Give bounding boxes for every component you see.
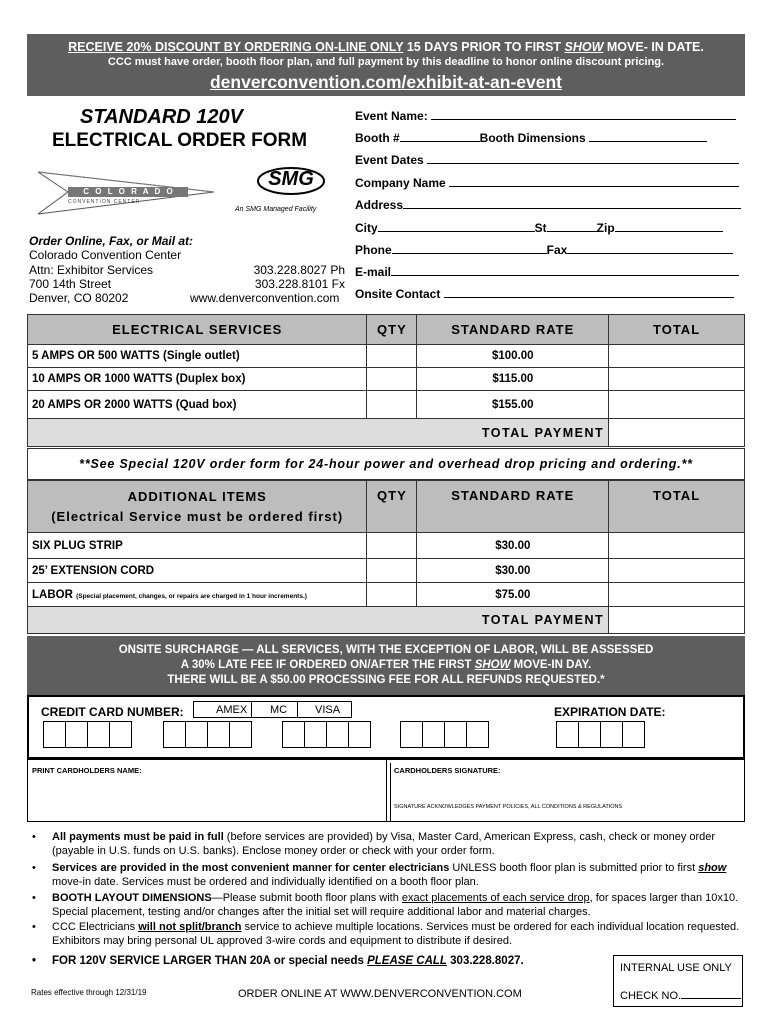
surcharge-line2: A 30% LATE FEE IF ORDERED ON/AFTER THE FIRST <box>180 659 475 671</box>
fax-label: Fax <box>546 243 568 257</box>
bullet4-emphasis: will not split/branch <box>138 921 242 933</box>
expiration-digits[interactable] <box>556 721 644 748</box>
company-field[interactable] <box>355 175 739 190</box>
bullet-icon: • <box>32 921 36 933</box>
bullet3-text: —Please submit booth floor plans with <box>211 892 402 904</box>
surcharge-line3: THERE WILL BE A $50.00 PROCESSING FEE FOR ALL REFUNDS REQUESTED.* <box>167 674 605 686</box>
venue-fax: 303.228.8101 Fx <box>254 277 345 291</box>
company-label: Company Name <box>355 176 446 190</box>
service-item: 5 AMPS OR 500 WATTS (Single outlet) <box>28 345 367 368</box>
venue-city: Denver, CO 80202 <box>29 291 129 305</box>
booth-layout-bullet <box>32 891 747 919</box>
total-header: TOTAL <box>609 481 745 533</box>
booth-label: Booth # <box>355 131 400 145</box>
bullet3-rest: , for spaces larger than 10x10. Special placement, testing and/or changes after the initial set will require additional labor and material charges. <box>52 892 739 918</box>
discount-days: 15 DAYS PRIOR TO FIRST <box>403 40 565 54</box>
additional-rate: $75.00 <box>417 583 609 607</box>
total-input[interactable] <box>609 583 745 607</box>
additional-header <box>28 481 367 533</box>
payment-policy-bullet <box>32 830 747 858</box>
card-digits-group-2[interactable] <box>163 721 251 748</box>
smg-logo-text: SMG <box>268 168 314 190</box>
order-online-footer[interactable]: ORDER ONLINE AT WWW.DENVERCONVENTION.COM <box>238 988 522 1000</box>
amex-label: AMEX <box>216 704 248 716</box>
discount-show: SHOW <box>564 40 604 54</box>
additional-item <box>28 583 367 607</box>
service-placement-bullet <box>32 861 747 889</box>
surcharge-banner <box>27 636 745 695</box>
email-label: E-mail <box>355 265 392 279</box>
onsite-contact-label: Onsite Contact <box>355 287 441 301</box>
credit-card-section <box>27 695 745 759</box>
split-service-bullet <box>32 920 747 948</box>
total-payment-label: TOTAL PAYMENT <box>28 607 609 634</box>
city-label: City <box>355 221 378 235</box>
total-header: TOTAL <box>609 315 745 345</box>
service-rate: $115.00 <box>417 368 609 391</box>
call-bullet <box>32 954 607 968</box>
rate-header: STANDARD RATE <box>417 481 609 533</box>
exhibit-link[interactable]: denverconvention.com/exhibit-at-an-event <box>209 72 562 92</box>
table-row <box>28 583 745 607</box>
visa-label: VISA <box>315 704 341 716</box>
bullet-icon: • <box>32 831 36 843</box>
event-name-label: Event Name: <box>355 109 428 123</box>
event-dates-label: Event Dates <box>355 153 424 167</box>
mc-label: MC <box>270 704 288 716</box>
service-item: 10 AMPS OR 1000 WATTS (Duplex box) <box>28 368 367 391</box>
total-input[interactable] <box>609 559 745 583</box>
onsite-contact-field[interactable] <box>355 286 734 301</box>
bullet5-text: FOR 120V SERVICE LARGER THAN 20A or special needs <box>52 955 368 967</box>
form-subtitle: ELECTRICAL ORDER FORM <box>52 130 308 151</box>
services-header: ELECTRICAL SERVICES <box>28 315 367 345</box>
bullet5-number[interactable]: 303.228.8027. <box>446 955 524 967</box>
total-payment-input[interactable] <box>609 607 745 634</box>
service-rate: $100.00 <box>417 345 609 368</box>
surcharge-line1: ONSITE SURCHARGE — ALL SERVICES, WITH THE EXCEPTION OF LABOR, WILL BE ASSESSED <box>118 644 654 656</box>
visa-checkbox[interactable] <box>297 701 352 718</box>
expiration-label: EXPIRATION DATE: <box>554 705 666 719</box>
bullet2-text: UNLESS booth floor plan is submitted prior to first <box>449 862 699 874</box>
colorado-logo-text: C O L O R A D O <box>83 187 175 196</box>
rates-effective: Rates effective through 12/31/19 <box>31 988 147 997</box>
phone-fax-field[interactable] <box>355 242 733 257</box>
total-input[interactable] <box>609 345 745 368</box>
event-name-field[interactable] <box>355 108 736 123</box>
bullet2-rest: move-in date. Services must be ordered and individually identified on a booth floor plan. <box>52 876 479 888</box>
check-number-field[interactable] <box>620 987 741 1002</box>
divider <box>386 760 387 821</box>
qty-input[interactable] <box>367 533 417 559</box>
discount-banner <box>27 34 745 96</box>
qty-input[interactable] <box>367 391 417 419</box>
additional-header-title: ADDITIONAL ITEMS <box>127 488 267 504</box>
total-input[interactable] <box>609 391 745 419</box>
address-label: Address <box>355 198 404 212</box>
booth-dimensions-label: Booth Dimensions <box>479 131 586 145</box>
additional-header-note: (Electrical Service must be ordered first) <box>51 508 344 524</box>
rate-header: STANDARD RATE <box>417 315 609 345</box>
email-field[interactable] <box>355 264 739 279</box>
bullet4-text: CCC Electricians <box>52 921 139 933</box>
form-title: STANDARD 120V <box>80 106 243 128</box>
table-row <box>28 345 745 368</box>
card-digits-group-1[interactable] <box>43 721 131 748</box>
venue-phone: 303.228.8027 Ph <box>253 263 345 277</box>
venue-name: Colorado Convention Center <box>29 248 182 262</box>
address-field[interactable] <box>355 197 741 212</box>
smg-logo <box>256 166 326 196</box>
special-order-note: **See Special 120V order form for 24-hour power and overhead drop pricing and ordering.** <box>27 448 745 480</box>
qty-input[interactable] <box>367 345 417 368</box>
total-input[interactable] <box>609 368 745 391</box>
total-input[interactable] <box>609 533 745 559</box>
phone-label: Phone <box>355 243 392 257</box>
smg-tagline: An SMG Managed Facility <box>235 206 317 213</box>
additional-items-table <box>27 480 745 634</box>
bullet3-underline: exact placements of each service drop <box>401 892 590 904</box>
bullet-icon: • <box>32 862 36 874</box>
event-dates-field[interactable] <box>355 152 739 167</box>
discount-move-in: MOVE- IN DATE. <box>603 40 704 54</box>
internal-use-box <box>613 955 743 1007</box>
service-rate: $155.00 <box>417 391 609 419</box>
print-name-input[interactable] <box>32 778 382 818</box>
venue-website[interactable]: www.denverconvention.com <box>190 291 340 305</box>
check-number-label: CHECK NO. <box>620 990 682 1002</box>
qty-input[interactable] <box>367 583 417 607</box>
booth-field[interactable] <box>355 130 707 145</box>
qty-header: QTY <box>367 315 417 345</box>
signature-input[interactable] <box>394 778 734 802</box>
cardholder-section <box>27 759 745 822</box>
qty-header: QTY <box>367 481 417 533</box>
bullet-icon: • <box>32 892 36 904</box>
total-payment-label: TOTAL PAYMENT <box>28 419 609 447</box>
print-name-label: PRINT CARDHOLDERS NAME: <box>32 766 142 775</box>
bullet1-emphasis: All payments must be paid in full <box>52 831 224 843</box>
bullet1-text: (before services are provided) by Visa, Master Card, American Express, cash, check or money order (payable in U.S. funds on U.S. banks). Enclose money order or check with your order form. <box>52 831 716 857</box>
qty-input[interactable] <box>367 559 417 583</box>
table-row <box>28 559 745 583</box>
bullet2-emphasis: Services are provided in the most convenient manner for center electricians <box>52 862 450 874</box>
signature-acknowledgement: SIGNATURE ACKNOWLEDGES PAYMENT POLICIES, ALL CONDITIONS & REGULATIONS <box>394 804 623 810</box>
labor-note: (Special placement, changes, or repairs are charged in 1 hour increments.) <box>76 592 307 600</box>
discount-requirements: CCC must have order, booth floor plan, and full payment by this deadline to honor online discount pricing. <box>107 56 665 68</box>
internal-use-label: INTERNAL USE ONLY <box>620 962 732 974</box>
colorado-logo-subtext: CONVENTION CENTER <box>68 199 141 205</box>
credit-card-label: CREDIT CARD NUMBER: <box>41 705 184 719</box>
bullet2-show: show <box>698 862 727 874</box>
additional-item: 25’ EXTENSION CORD <box>28 559 367 583</box>
amex-checkbox[interactable] <box>193 701 252 718</box>
surcharge-move-in: MOVE-IN DAY. <box>510 659 592 671</box>
labor-label: LABOR <box>32 588 73 601</box>
service-item: 20 AMPS OR 2000 WATTS (Quad box) <box>28 391 367 419</box>
discount-headline: RECEIVE 20% DISCOUNT BY ORDERING ON-LINE ONLY <box>68 40 404 54</box>
qty-input[interactable] <box>367 368 417 391</box>
bullet5-call: PLEASE CALL <box>367 955 447 967</box>
bullet3-emphasis: BOOTH LAYOUT DIMENSIONS <box>52 892 212 904</box>
mc-checkbox[interactable] <box>251 701 298 718</box>
surcharge-show: SHOW <box>474 659 511 671</box>
city-state-zip-field[interactable] <box>355 220 723 235</box>
table-row <box>28 368 745 391</box>
additional-rate: $30.00 <box>417 533 609 559</box>
bullet-icon: • <box>32 955 37 967</box>
venue-street: 700 14th Street <box>29 277 112 291</box>
additional-item: SIX PLUG STRIP <box>28 533 367 559</box>
electrical-services-table <box>27 314 745 447</box>
colorado-convention-center-logo <box>38 170 214 216</box>
signature-label: CARDHOLDERS SIGNATURE: <box>394 766 501 775</box>
card-digits-group-4[interactable] <box>400 721 488 748</box>
total-payment-input[interactable] <box>609 419 745 447</box>
zip-label: Zip <box>596 221 615 235</box>
divider <box>390 763 391 821</box>
card-digits-group-3[interactable] <box>282 721 370 748</box>
order-instructions: Order Online, Fax, or Mail at: <box>29 234 194 248</box>
table-row <box>28 391 745 419</box>
state-label: St <box>534 221 547 235</box>
bullet4-rest: service to achieve multiple locations. Services must be ordered for each individual location requested. Exhibitors may bring personal UL approved 3-wire cords and equipment to distribute if desired. <box>52 921 740 947</box>
venue-attn: Attn: Exhibitor Services <box>29 263 154 277</box>
table-row <box>28 533 745 559</box>
additional-rate: $30.00 <box>417 559 609 583</box>
